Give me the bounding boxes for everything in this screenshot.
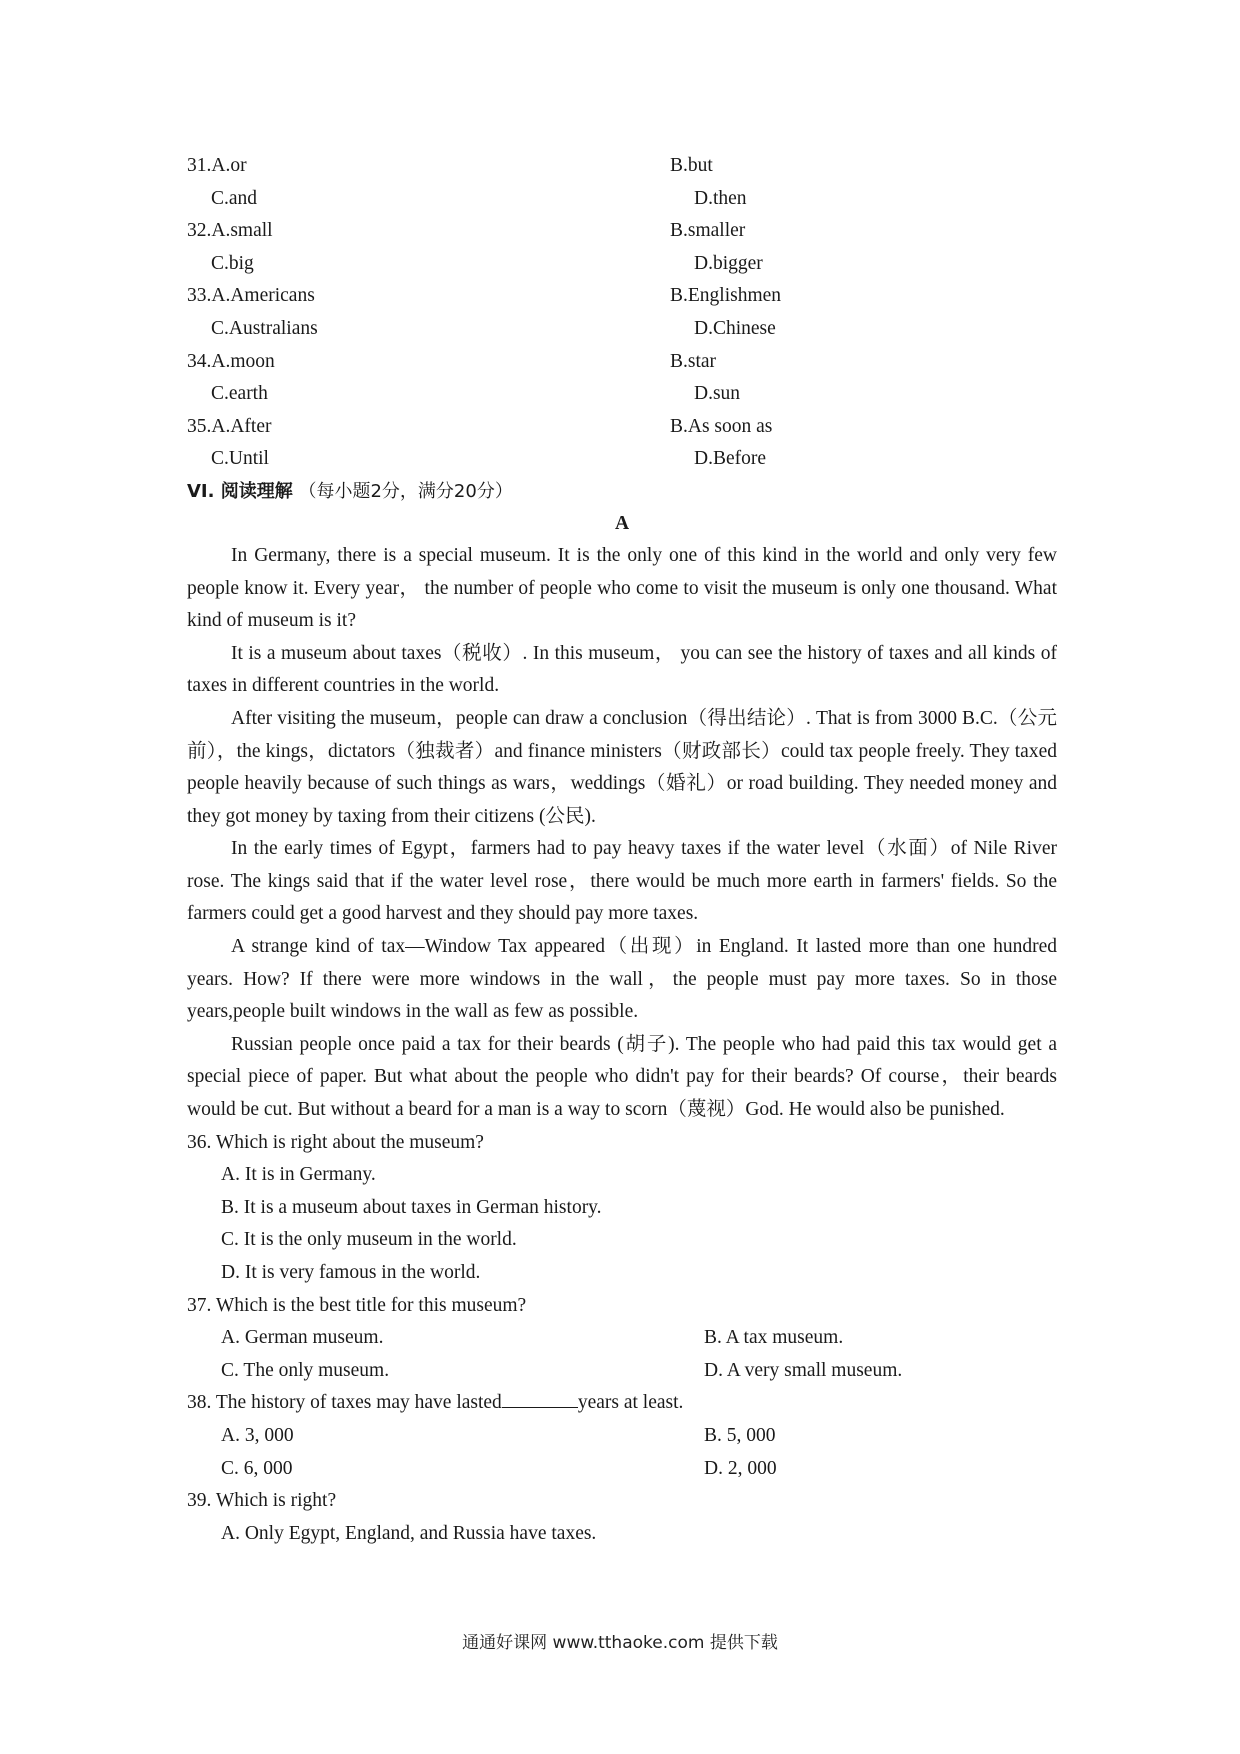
- question-39: [187, 1485, 1057, 1550]
- question-36: [187, 1127, 1057, 1290]
- option-right: B.star: [670, 350, 717, 372]
- option-row: [187, 215, 1057, 248]
- option-row: [187, 183, 1057, 216]
- cloze-options: [187, 150, 1057, 476]
- section-heading: [187, 476, 1057, 508]
- option-left: 34.A.moon: [187, 350, 275, 372]
- answer-option: B. 5, 000: [704, 1424, 776, 1446]
- answer-option: C. The only museum.: [221, 1359, 390, 1381]
- passage-title: A: [614, 512, 630, 534]
- option-left: C.Australians: [211, 317, 318, 339]
- passage-paragraph: It is a museum about taxes（税收）. In this museum， you can see the history of taxes and all kinds of taxes in different countries in the world.: [187, 642, 1057, 697]
- passage-paragraph: In Germany, there is a special museum. It is the only one of this kind in the world and only very few people know it. Every year， the number of people who come to visit the museum is only one thousand. What kind of museum is it?: [187, 544, 1057, 632]
- question-stem-start: 38. The history of taxes may have lasted: [187, 1392, 502, 1414]
- option-left: 31.A.or: [187, 155, 247, 176]
- option-row: [187, 1453, 1057, 1486]
- option-row: [187, 1322, 1057, 1355]
- question-stem: 36. Which is right about the museum?: [187, 1131, 484, 1153]
- option-row: [187, 378, 1057, 411]
- option-left: C.big: [211, 252, 254, 274]
- option-row: [187, 248, 1057, 281]
- option-row: [187, 313, 1057, 346]
- option-left: C.earth: [211, 383, 268, 405]
- option-row: [187, 280, 1057, 313]
- question-38: [187, 1387, 1057, 1485]
- option-right: D.Chinese: [694, 317, 776, 339]
- option-right: D.Before: [694, 448, 767, 470]
- option-left: C.and: [211, 187, 258, 209]
- option-right: B.Englishmen: [670, 285, 782, 307]
- passage-paragraph: After visiting the museum，people can draw a conclusion（得出结论）. That is from 3000 B.C.（公元前），the kings，dictators（独裁者）and finance ministers（财政部长）could tax people freely. They taxed people heavily because of such things as wars，weddings（婚礼）or road building. They needed money and they got money by taxing from their citizens (公民).: [187, 707, 1057, 827]
- question-stem-end: years at least.: [577, 1392, 684, 1414]
- question-37: [187, 1290, 1057, 1388]
- option-right: D.then: [694, 187, 747, 209]
- option-row: [187, 411, 1057, 444]
- answer-option: D. It is very famous in the world.: [221, 1262, 481, 1283]
- option-right: B.As soon as: [670, 415, 773, 437]
- option-right: B.smaller: [670, 220, 746, 242]
- option-left: 33.A.Americans: [187, 285, 315, 307]
- answer-option: B. A tax museum.: [704, 1327, 844, 1349]
- question-stem: 39. Which is right?: [187, 1490, 337, 1512]
- answer-option: A. Only Egypt, England, and Russia have taxes.: [221, 1522, 597, 1544]
- option-row: [187, 150, 1057, 183]
- passage-paragraph: Russian people once paid a tax for their beards (胡子). The people who had paid this tax would get a special piece of paper. But what about the people who didn't pay for their beards? Of course，their beards would be cut. But without a beard for a man is a way to scorn（蔑视）God. He would also be punished.: [187, 1033, 1057, 1121]
- answer-option: A. German museum.: [221, 1327, 384, 1349]
- question-stem: 37. Which is the best title for this museum?: [187, 1294, 527, 1316]
- section-title: VI. 阅读理解: [187, 480, 293, 502]
- answer-option: C. 6, 000: [221, 1457, 293, 1479]
- option-left: 35.A.After: [187, 415, 272, 437]
- passage-paragraph: In the early times of Egypt，farmers had to pay heavy taxes if the water level（水面）of Nile River rose. The kings said that if the water level rose，there would be much more earth in farmers' fields. So the farmers could get a good harvest and they should pay more taxes.: [187, 838, 1057, 925]
- section-note: （每小题2分，满分20分）: [298, 480, 513, 502]
- answer-option: D. 2, 000: [704, 1457, 777, 1479]
- option-row: [187, 346, 1057, 379]
- answer-option: B. It is a museum about taxes in German history.: [221, 1196, 602, 1218]
- option-right: D.sun: [694, 383, 741, 405]
- passage-body: [187, 540, 1057, 1127]
- passage-paragraph: A strange kind of tax—Window Tax appeared（出现）in England. It lasted more than one hundred years. How? If there were more windows in the wall，the people must pay more taxes. So in those years,people built windows in the wall as few as possible.: [187, 936, 1057, 1023]
- option-left: C.Until: [211, 448, 269, 470]
- option-row: [187, 443, 1057, 476]
- option-row: [187, 1420, 1057, 1453]
- answer-option: D. A very small museum.: [704, 1359, 903, 1381]
- answer-option: C. It is the only museum in the world.: [221, 1229, 517, 1251]
- answer-blank: [502, 1387, 578, 1408]
- answer-option: A. 3, 000: [221, 1424, 294, 1446]
- page-footer: 通通好课网 www.tthaoke.com 提供下载: [462, 1633, 778, 1653]
- option-right: D.bigger: [694, 252, 763, 274]
- question-stem: [187, 1387, 1057, 1420]
- option-row: [187, 1355, 1057, 1388]
- answer-option: A. It is in Germany.: [221, 1164, 376, 1186]
- option-left: 32.A.small: [187, 220, 273, 242]
- option-right: B.but: [670, 155, 713, 176]
- exam-page: [187, 150, 1057, 1550]
